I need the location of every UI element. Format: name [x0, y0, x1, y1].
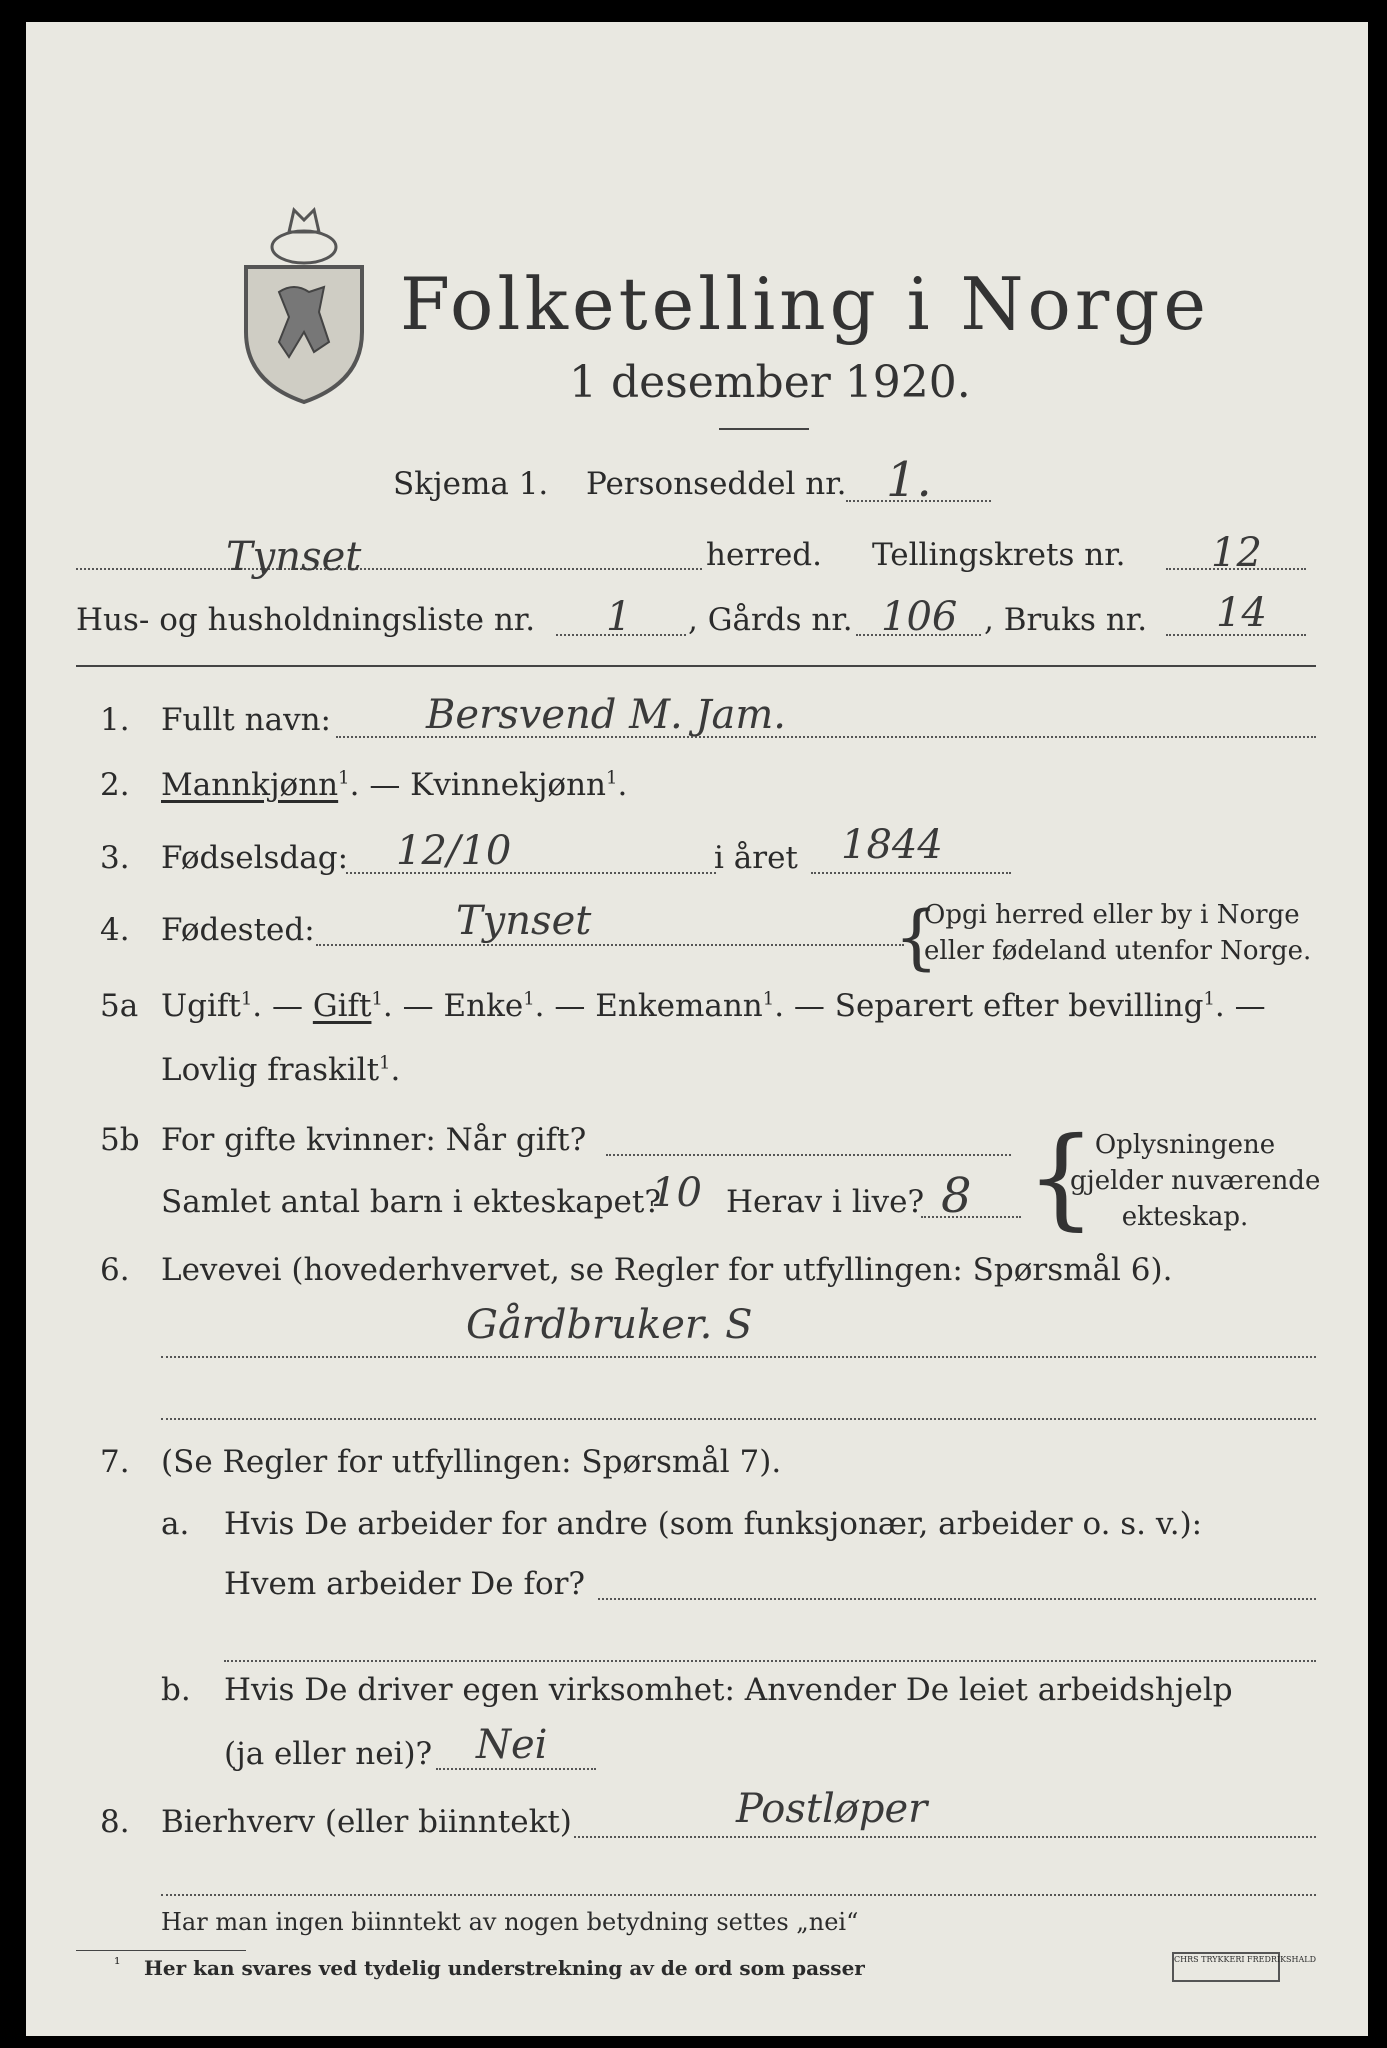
children-count-value[interactable]: 10: [651, 1170, 702, 1216]
occupation-label: Levevei (hovederhvervet, se Regler for utfyllingen: Spørsmål 6).: [161, 1252, 1173, 1288]
gards-label: , Gårds nr.: [688, 602, 853, 638]
full-name-label: Fullt navn:: [161, 702, 331, 738]
hus-value[interactable]: 1: [606, 594, 632, 640]
marriage-note-brace: {: [1026, 1113, 1096, 1241]
hired-help-value[interactable]: Nei: [476, 1722, 548, 1768]
occupation-field-line-1: [161, 1356, 1316, 1358]
occupation-field-line-2: [161, 1418, 1316, 1420]
full-name-value[interactable]: Bersvend M. Jam.: [426, 692, 786, 738]
personseddel-value[interactable]: 1.: [886, 452, 932, 508]
q5b-number: 5b: [100, 1122, 140, 1158]
footnote-divider: [76, 1950, 246, 1951]
q8-number: 8.: [100, 1804, 130, 1840]
q7a-question: Hvis De arbeider for andre (som funksjonær, arbeider o. s. v.):: [224, 1506, 1203, 1542]
form-title: Folketelling i Norge: [400, 262, 1210, 346]
herred-field-line: [76, 568, 702, 570]
section-divider: [76, 665, 1316, 667]
tellingskrets-label: Tellingskrets nr.: [872, 537, 1126, 573]
birthday-label: Fødselsdag:: [161, 840, 349, 876]
occupation-value[interactable]: Gårdbruker. S: [466, 1302, 753, 1348]
birthday-value[interactable]: 12/10: [396, 828, 512, 874]
footnote-text: Her kan svares ved tydelig understrekning av de ord som passer: [144, 1956, 865, 1980]
census-form: [26, 22, 1368, 2036]
marriage-note-line3: ekteskap.: [1121, 1202, 1249, 1232]
gender-options: Mannkjønn$^1$. — Kvinnekjønn$^1$.: [161, 767, 628, 803]
birth-year-field-line: [811, 872, 1011, 874]
married-option[interactable]: Gift: [312, 988, 372, 1024]
marriage-note-line2: gjelder nuværende: [1070, 1166, 1321, 1196]
hus-label: Hus- og husholdningsliste nr.: [76, 602, 536, 638]
q7a-letter: a.: [161, 1506, 190, 1542]
q7-label: (Se Regler for utfyllingen: Spørsmål 7).: [161, 1444, 782, 1480]
widower-option[interactable]: Enkemann: [595, 988, 763, 1024]
personseddel-label: Personseddel nr.: [586, 466, 847, 502]
herred-label: herred.: [706, 537, 822, 573]
birthplace-label: Fødested:: [161, 912, 315, 948]
q5a-number: 5a: [100, 988, 139, 1024]
secondary-income-field-line: [574, 1836, 1316, 1838]
secondary-income-label: Bierhverv (eller biinntekt): [161, 1804, 572, 1840]
census-date: 1 desember 1920.: [569, 357, 971, 408]
marriage-note-line1: Oplysningene: [1094, 1130, 1276, 1160]
birthplace-note-brace: {: [894, 896, 939, 978]
birth-year-label: i året: [714, 840, 798, 876]
q7b-letter: b.: [161, 1672, 191, 1708]
title-divider: [719, 428, 809, 430]
birth-year-value[interactable]: 1844: [841, 822, 943, 868]
children-count-label: Samlet antal barn i ekteskapet?: [161, 1184, 661, 1220]
schema-label: Skjema 1.: [393, 466, 549, 502]
q2-number: 2.: [100, 767, 130, 803]
employer-field-line-2: [224, 1660, 1316, 1662]
q1-number: 1.: [100, 702, 130, 738]
hired-help-label: (ja eller nei)?: [224, 1736, 433, 1772]
secondary-income-field-line-2: [161, 1894, 1316, 1896]
footnote-mark: ¹: [114, 1954, 121, 1973]
secondary-income-value[interactable]: Postløper: [736, 1786, 928, 1832]
gards-value[interactable]: 106: [881, 594, 958, 640]
divorced-option-line: Lovlig fraskilt$^1$.: [161, 1052, 401, 1088]
marriage-date-label: For gifte kvinner: Når gift?: [161, 1122, 587, 1158]
tellingskrets-value[interactable]: 12: [1211, 530, 1262, 576]
herred-value[interactable]: Tynset: [226, 534, 362, 580]
printer-stamp: CHRS TRYKKERI FREDRIKSHALD: [1172, 1952, 1280, 1982]
children-alive-label: Herav i live?: [726, 1184, 925, 1220]
footer-note: Har man ingen biinntekt av nogen betydning settes „nei“: [161, 1908, 859, 1936]
birthplace-field-line: [316, 944, 904, 946]
unmarried-option[interactable]: Ugift: [161, 988, 241, 1024]
children-alive-value[interactable]: 8: [941, 1168, 972, 1224]
marital-status-options: Ugift$^1$. — Gift$^1$. — Enke$^1$. — Enkemann$^1$. — Separert efter bevilling$^1$. —: [161, 988, 1266, 1024]
hired-help-field-line: [436, 1768, 596, 1770]
female-option[interactable]: Kvinnekjønn: [410, 767, 607, 803]
widow-option[interactable]: Enke: [443, 988, 524, 1024]
birthplace-note-line2: eller fødeland utenfor Norge.: [924, 936, 1312, 966]
male-option[interactable]: Mannkjønn: [161, 767, 339, 803]
coat-of-arms-icon: [234, 192, 374, 412]
q6-number: 6.: [100, 1252, 130, 1288]
employer-label: Hvem arbeider De for?: [224, 1566, 586, 1602]
q7b-question: Hvis De driver egen virksomhet: Anvender De leiet arbeidshjelp: [224, 1672, 1233, 1708]
separated-option[interactable]: Separert efter bevilling: [834, 988, 1204, 1024]
bruks-label: , Bruks nr.: [984, 602, 1148, 638]
q4-number: 4.: [100, 912, 130, 948]
marriage-date-field-line: [606, 1154, 1011, 1156]
birthplace-value[interactable]: Tynset: [456, 898, 592, 944]
divorced-option[interactable]: Lovlig fraskilt: [161, 1052, 380, 1088]
q7-number: 7.: [100, 1444, 130, 1480]
bruks-value[interactable]: 14: [1216, 590, 1267, 636]
q3-number: 3.: [100, 840, 130, 876]
birthplace-note-line1: Opgi herred eller by i Norge: [924, 900, 1300, 930]
employer-field-line: [598, 1598, 1316, 1600]
